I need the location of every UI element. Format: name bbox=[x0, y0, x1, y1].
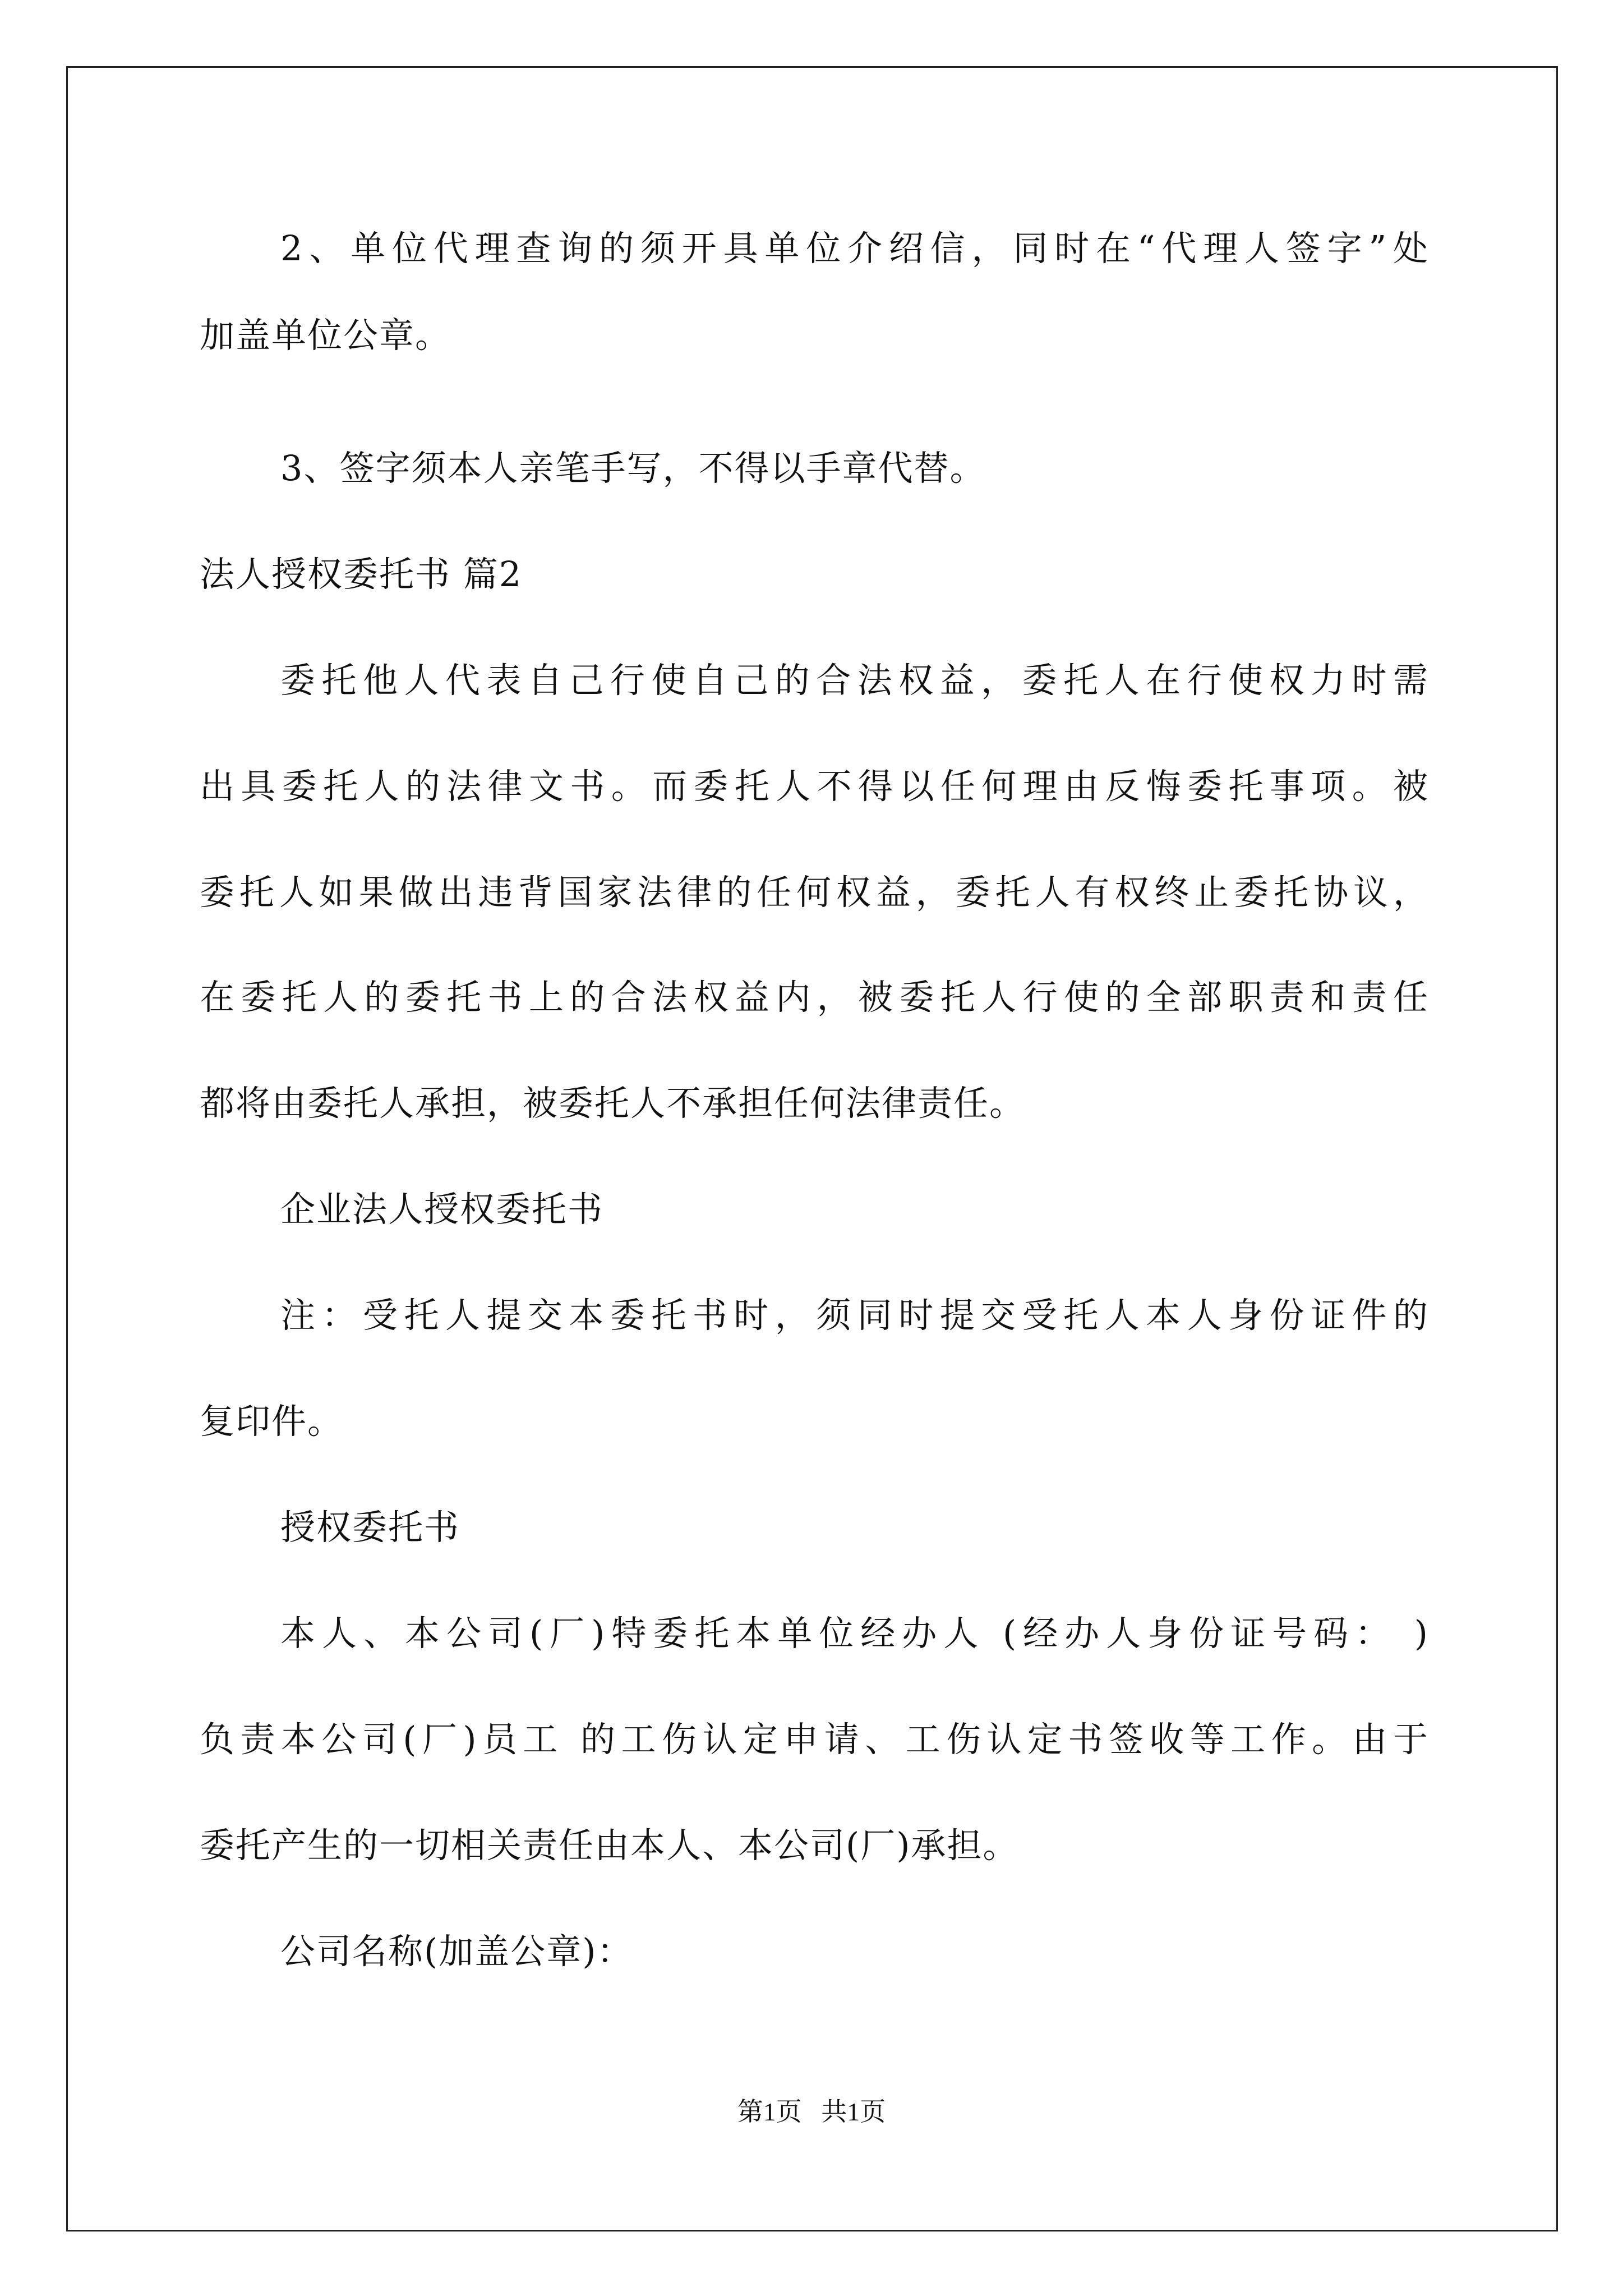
paragraph-line: 负责本公司(厂)员工 的工伤认定申请、工伤认定书签收等工作。由于 bbox=[200, 1719, 1428, 1760]
paragraph-line: 加盖单位公章。 bbox=[200, 315, 451, 356]
paragraph-line: 公司名称(加盖公章)： bbox=[280, 1931, 633, 1972]
paragraph-line: 委托人如果做出违背国家法律的任何权益，委托人有权终止委托协议， bbox=[200, 872, 1428, 913]
section-heading: 法人授权委托书 篇2 bbox=[200, 554, 523, 595]
paragraph-line: 复印件。 bbox=[200, 1401, 344, 1442]
paragraph-line: 委托他人代表自己行使自己的合法权益，委托人在行使权力时需 bbox=[280, 660, 1428, 701]
page-number-footer: 第1页 共1页 bbox=[737, 2097, 886, 2126]
paragraph-line: 本人、本公司(厂)特委托本单位经办人 (经办人身份证号码： ) bbox=[280, 1613, 1428, 1654]
paragraph-line: 委托产生的一切相关责任由本人、本公司(厂)承担。 bbox=[200, 1825, 1019, 1866]
sub-heading: 企业法人授权委托书 bbox=[280, 1189, 604, 1230]
paragraph-line: 3、签字须本人亲笔手写，不得以手章代替。 bbox=[280, 448, 986, 489]
sub-heading: 授权委托书 bbox=[280, 1507, 460, 1548]
paragraph-line: 2、单位代理查询的须开具单位介绍信，同时在“代理人签字”处 bbox=[280, 228, 1428, 269]
paragraph-line: 注：受托人提交本委托书时，须同时提交受托人本人身份证件的 bbox=[280, 1295, 1428, 1336]
page-border bbox=[66, 66, 1558, 2231]
paragraph-line: 出具委托人的法律文书。而委托人不得以任何理由反悔委托事项。被 bbox=[200, 766, 1428, 807]
paragraph-line: 都将由委托人承担，被委托人不承担任何法律责任。 bbox=[200, 1083, 1026, 1124]
paragraph-line: 在委托人的委托书上的合法权益内，被委托人行使的全部职责和责任 bbox=[200, 977, 1428, 1018]
